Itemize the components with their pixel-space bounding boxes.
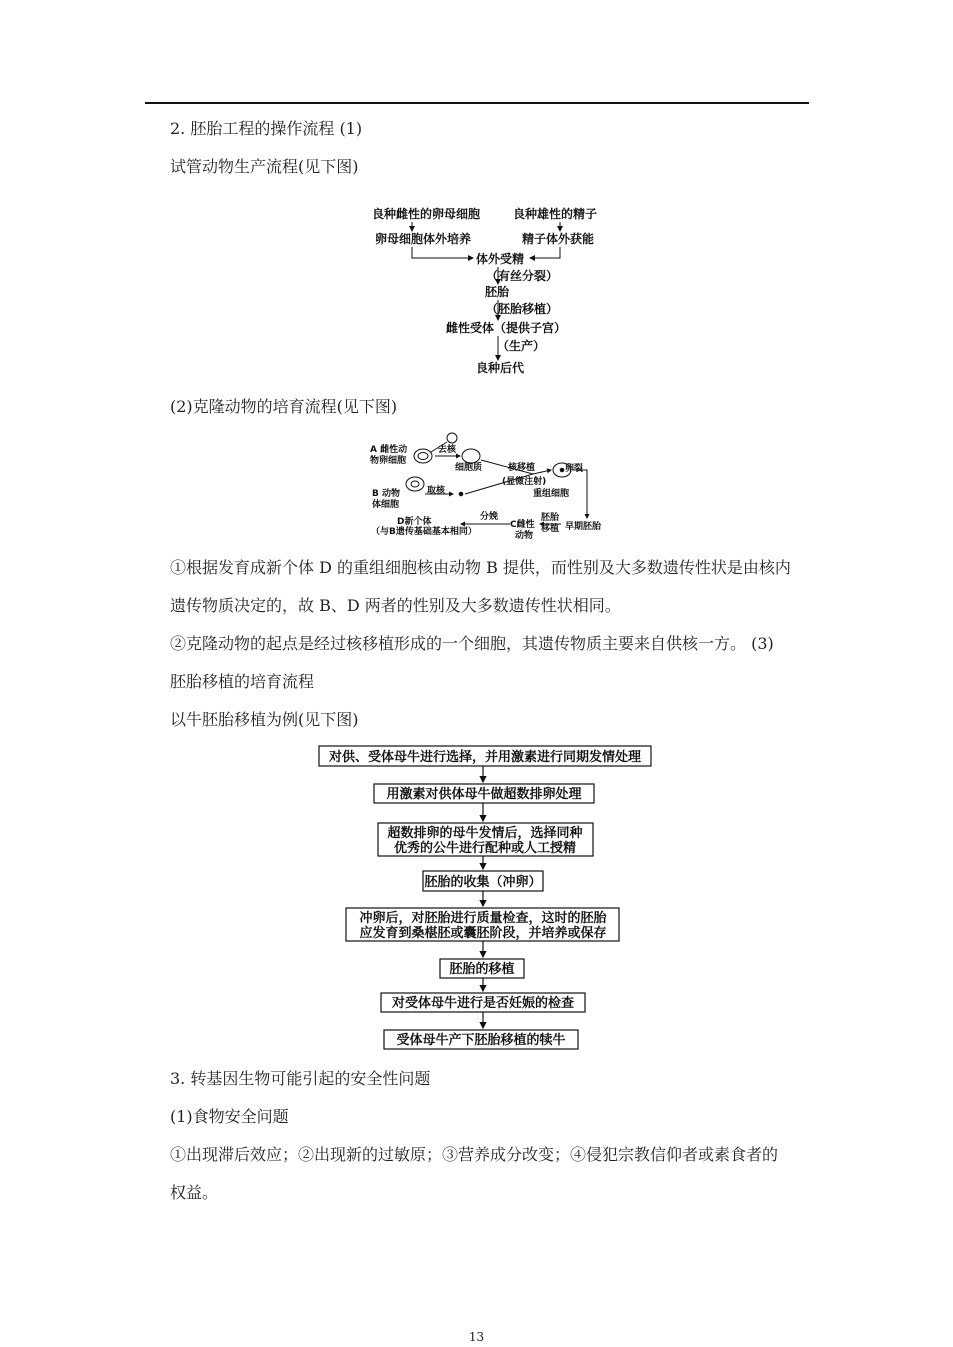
paragraph-1a: ①根据发育成新个体 D 的重组细胞核由动物 B 提供，而性别及大多数遗传性状是由核内: [170, 558, 791, 577]
clone-microinjection: (显微注射): [502, 477, 547, 487]
ivf-sperm-source: 良种雄性的精子: [513, 207, 598, 221]
paragraph-2: ②克隆动物的起点是经过核移植形成的一个细胞，其遗传物质主要来自供核一方。 (3): [170, 634, 774, 653]
ivf-embryo: 胚胎: [485, 285, 510, 299]
flow-step-3b: 优秀的公牛进行配种或人工授精: [393, 841, 577, 856]
subheading-cattle-example: 以牛胚胎移植为例(见下图): [170, 710, 359, 729]
removed-nucleus-icon: [447, 433, 457, 443]
clone-cytoplasm: 细胞质: [455, 463, 483, 473]
subheading-embryo-transfer: 胚胎移植的培育流程: [170, 672, 315, 691]
paragraph-3b: 权益。: [170, 1183, 219, 1202]
clone-et-line2: 移植: [541, 524, 560, 534]
clone-d-line2: （与B遗传基础基本相同）: [371, 527, 477, 537]
subheading-ivf: 试管动物生产流程(见下图): [170, 157, 359, 176]
clone-b-line2: 体细胞: [372, 500, 400, 510]
clone-nuclear-transfer: 核移植: [508, 463, 536, 473]
ivf-offspring: 良种后代: [476, 361, 525, 375]
clone-c-line1: C雌性: [510, 520, 535, 530]
paragraph-3a: ①出现滞后效应；②出现新的过敏原；③营养成分改变；④侵犯宗教信仰者或素食者的: [170, 1145, 779, 1164]
subheading-cloning: (2)克隆动物的培育流程(见下图): [170, 397, 398, 416]
ivf-egg-culture: 卵母细胞体外培养: [375, 232, 472, 246]
clone-take-nucleus: 取核: [427, 486, 446, 496]
enucleated-egg-icon: [462, 449, 480, 463]
ivf-mitosis: （有丝分裂）: [486, 269, 559, 283]
paragraph-1b: 遗传物质决定的，故 B、D 两者的性别及大多数遗传性状相同。: [170, 596, 621, 615]
flow-step-6: 胚胎的移植: [449, 962, 515, 977]
clone-a-line1: A 雌性动: [370, 445, 408, 455]
section-heading-2: 2. 胚胎工程的操作流程 (1): [170, 119, 363, 138]
flow-step-3a: 超数排卵的母牛发情后，选择同种: [387, 826, 583, 841]
clone-cleavage: 卵裂: [565, 464, 584, 474]
clone-delivery: 分娩: [480, 512, 499, 522]
flow-step-2: 用激素对供体母牛做超数排卵处理: [386, 787, 582, 802]
egg-cell-icon: [414, 449, 432, 463]
clone-enucleate: 去核: [438, 445, 457, 455]
subheading-food-safety: (1)食物安全问题: [170, 1107, 289, 1126]
somatic-cell-icon: [406, 477, 424, 491]
ivf-recipient: 雌性受体（提供子宫）: [446, 321, 567, 335]
clone-reconstructed: 重组细胞: [533, 489, 570, 499]
embryo-transfer-flowchart: [310, 740, 660, 1055]
ivf-sperm-capacitation: 精子体外获能: [522, 232, 595, 246]
flow-step-7: 对受体母牛进行是否妊娠的检查: [391, 996, 575, 1011]
clone-b-line1: B 动物: [372, 489, 400, 499]
clone-d-line1: D新个体: [397, 517, 432, 527]
donor-nucleus-icon: [459, 492, 463, 496]
header-rule: [145, 102, 809, 104]
ivf-egg-source: 良种雌性的卵母细胞: [372, 207, 481, 221]
page-number: 13: [468, 1330, 485, 1344]
ivf-transfer: （胚胎移植）: [486, 302, 559, 316]
flow-step-5a: 冲卵后，对胚胎进行质量检查，这时的胚胎: [359, 911, 607, 926]
clone-c-line2: 动物: [515, 531, 534, 541]
cloning-flow-diagram: [365, 430, 615, 545]
clone-et-line1: 胚胎: [541, 513, 560, 523]
ivf-fertilization: 体外受精: [476, 252, 525, 266]
flow-step-1: 对供、受体母牛进行选择，并用激素进行同期发情处理: [328, 750, 642, 765]
flow-step-4: 胚胎的收集（冲卵）: [424, 875, 542, 890]
clone-early-embryo: 早期胚胎: [565, 522, 602, 532]
flow-step-5b: 应发育到桑椹胚或囊胚阶段，并培养或保存: [359, 926, 607, 941]
flow-step-8: 受体母牛产下胚胎移植的犊牛: [396, 1033, 566, 1048]
ivf-flow-diagram: [360, 200, 620, 380]
clone-a-line2: 物卵细胞: [370, 456, 407, 466]
ivf-birth: （生产）: [497, 339, 546, 353]
section-heading-3: 3. 转基因生物可能引起的安全性问题: [170, 1069, 431, 1088]
